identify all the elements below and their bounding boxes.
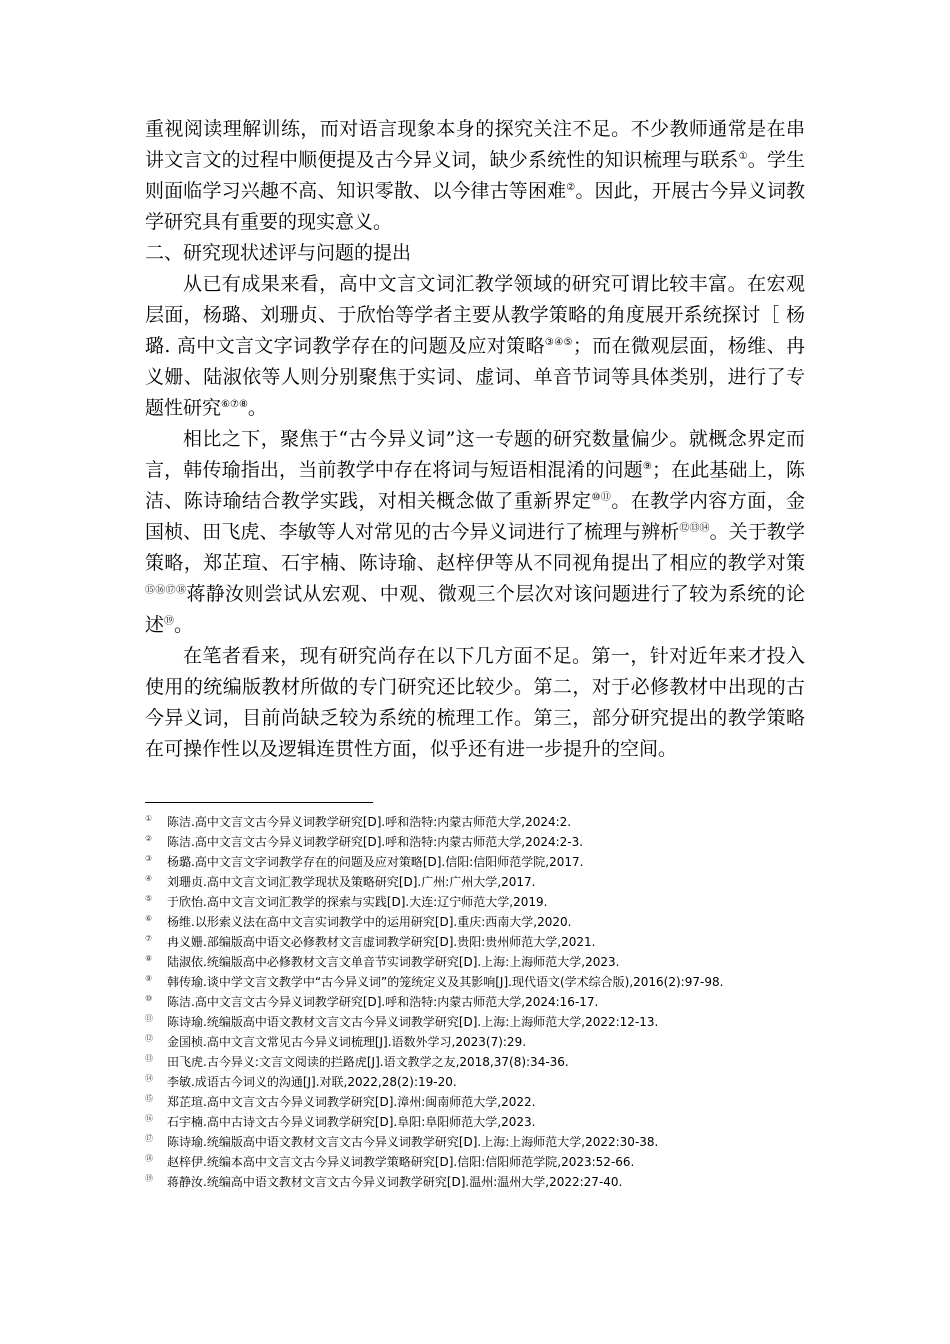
footnote-item: [145, 992, 805, 1012]
footnote-ref[interactable]: ②: [566, 182, 576, 193]
section-heading: 二、研究现状述评与问题的提出: [145, 242, 412, 264]
paragraph-text: 。: [174, 614, 194, 636]
paragraph-text: 。关于教学策略，郑芷瑄、石宇楠、陈诗瑜、赵梓伊等从不同视角提出了相应的教学对策: [145, 521, 805, 574]
paragraph-research-overview: [145, 269, 805, 424]
footnote-item: [145, 1052, 805, 1072]
footnote-mark: ⑰: [145, 1134, 153, 1143]
footnote-mark: ⑦: [145, 934, 153, 943]
paragraph-topic-studies: [145, 424, 805, 641]
footnote-ref[interactable]: ⑲: [164, 616, 175, 627]
footnote-item: [145, 1152, 805, 1172]
footnote-ref[interactable]: ⑥⑦⑧: [221, 399, 248, 410]
footnote-mark: ⑲: [145, 1174, 153, 1183]
footnote-mark: ⑨: [145, 974, 153, 983]
paragraph-text: 相比之下，聚焦于“古今异义词”这一专题的研究数量偏少。就概念界定而言，韩传瑜指出，当前教学中存在将词与短语相混淆的问题: [145, 428, 805, 481]
footnote-mark: ⑪: [145, 1014, 153, 1023]
footnote-text: 杨璐.高中文言文字词教学存在的问题及应对策略[D].信阳:信阳师范学院,2017.: [167, 855, 584, 869]
footnote-item: [145, 892, 805, 912]
footnote-mark: ③: [145, 854, 153, 863]
body-text: [145, 114, 805, 765]
footnote-ref[interactable]: ⑨: [642, 461, 652, 472]
footnote-item: [145, 832, 805, 852]
footnote-item: [145, 872, 805, 892]
footnote-text: 陈洁.高中文言文古今异义词教学研究[D].呼和浩特:内蒙古师范大学,2024:2-3.: [167, 835, 584, 849]
footnote-text: 赵梓伊.统编本高中文言文古今异义词教学策略研究[D].信阳:信阳师范学院,2023:52-66.: [167, 1155, 635, 1169]
footnote-item: [145, 972, 805, 992]
footnote-text: 陈诗瑜.统编版高中语文教材文言文古今异义词教学研究[D].上海:上海师范大学,2022:30-38.: [167, 1135, 659, 1149]
footnote-mark: ④: [145, 874, 153, 883]
footnote-text: 蒋静汝.统编高中语文教材文言文古今异义词教学研究[D].温州:温州大学,2022:27-40.: [167, 1175, 623, 1189]
footnote-item: [145, 1132, 805, 1152]
footnote-text: 石宇楠.高中古诗文古今异义词教学研究[D].阜阳:阜阳师范大学,2023.: [167, 1115, 536, 1129]
footnote-item: [145, 1012, 805, 1032]
paragraph-text: 从已有成果来看，高中文言文词汇教学领域的研究可谓比较丰富。在宏观层面，杨璐、刘珊贞、于欣怡等学者主要从教学策略的角度展开系统探讨［ 杨璐. 高中文言文字词教学存在的问题及应对策略: [145, 273, 805, 357]
paragraph-text: 重视阅读理解训练，而对语言现象本身的探究关注不足。不少教师通常是在串讲文言文的过程中顺便提及古今异义词，缺少系统性的知识梳理与联系: [145, 118, 805, 171]
footnote-ref[interactable]: ①: [738, 151, 748, 162]
footnote-text: 杨维.以形索义法在高中文言实词教学中的运用研究[D].重庆:西南大学,2020.: [167, 915, 572, 929]
paragraph-text: 。因此，开展古今异义词教学研究具有重要的现实意义。: [145, 180, 805, 233]
footnote-text: 刘珊贞.高中文言文词汇教学现状及策略研究[D].广州:广州大学,2017.: [167, 875, 536, 889]
footnote-mark: ⑥: [145, 914, 153, 923]
footnote-ref[interactable]: ⑫⑬⑭: [679, 523, 710, 534]
footnote-text: 陈洁.高中文言文古今异义词教学研究[D].呼和浩特:内蒙古师范大学,2024:2.: [167, 815, 572, 829]
footnote-text: 郑芷瑄.高中文言文古今异义词教学研究[D].漳州:闽南师范大学,2022.: [167, 1095, 536, 1109]
footnote-mark: ⑬: [145, 1054, 153, 1063]
footnote-item: [145, 1172, 805, 1192]
footnote-mark: ⑧: [145, 954, 153, 963]
paragraph-shortcomings: 在笔者看来，现有研究尚存在以下几方面不足。第一，针对近年来才投入使用的统编版教材所做的专门研究还比较少。第二，对于必修教材中出现的古今异义词，目前尚缺乏较为系统的梳理工作。第三，部分研究提出的教学策略在可操作性以及逻辑连贯性方面，似乎还有进一步提升的空间。: [145, 645, 805, 760]
footnote-text: 于欣怡.高中文言文词汇教学的探索与实践[D].大连:辽宁师范大学,2019.: [167, 895, 548, 909]
paragraph-text: 。: [247, 397, 267, 419]
footnote-text: 李敏.成语古今词义的沟通[J].对联,2022,28(2):19-20.: [167, 1075, 457, 1089]
footnote-item: [145, 932, 805, 952]
paragraph-text: 。在教学内容方面，金国桢、田飞虎、李敏等人对常见的古今异义词进行了梳理与辨析: [145, 490, 805, 543]
footnote-text: 金国桢.高中文言文常见古今异义词梳理[J].语数外学习,2023(7):29.: [167, 1035, 527, 1049]
footnote-mark: ⑤: [145, 894, 153, 903]
footnote-mark: ⑭: [145, 1074, 153, 1083]
paragraph-text: 蒋静汝则尝试从宏观、中观、微观三个层次对该问题进行了较为系统的论述: [145, 583, 805, 636]
footnote-text: 陈诗瑜.统编版高中语文教材文言文古今异义词教学研究[D].上海:上海师范大学,2022:12-13.: [167, 1015, 659, 1029]
footnote-item: [145, 952, 805, 972]
footnote-item: [145, 1032, 805, 1052]
paragraph-text: ；在此基础上，陈洁、陈诗瑜结合教学实践，对相关概念做了重新界定: [145, 459, 805, 512]
footnote-list: [145, 812, 805, 1192]
paragraph-continuation: [145, 114, 805, 238]
footnote-mark: ②: [145, 834, 153, 843]
footnote-item: [145, 912, 805, 932]
footnote-mark: ⑱: [145, 1154, 153, 1163]
footnote-mark: ⑫: [145, 1034, 153, 1043]
footnote-ref[interactable]: ⑮⑯⑰⑱: [145, 585, 187, 596]
footnote-text: 陈洁.高中文言文古今异义词教学研究[D].呼和浩特:内蒙古师范大学,2024:16-17.: [167, 995, 599, 1009]
footnote-ref[interactable]: ③④⑤: [544, 337, 573, 348]
footnote-item: [145, 1112, 805, 1132]
footnote-ref[interactable]: ⑩⑪: [591, 492, 612, 503]
footnote-divider: [145, 802, 373, 803]
footnote-mark: ⑮: [145, 1094, 153, 1103]
footnote-mark: ⑯: [145, 1114, 153, 1123]
paragraph-text: 。学生则面临学习兴趣不高、知识零散、以今律古等困难: [145, 149, 805, 202]
footnote-item: [145, 1092, 805, 1112]
footnote-item: [145, 812, 805, 832]
footnote-mark: ①: [145, 814, 153, 823]
paragraph-text: ；而在微观层面，杨维、冉义姗、陆淑依等人则分别聚焦于实词、虚词、单音节词等具体类别，进行了专题性研究: [145, 335, 805, 419]
footnote-mark: ⑩: [145, 994, 153, 1003]
footnote-text: 冉义姗.部编版高中语文必修教材文言虚词教学研究[D].贵阳:贵州师范大学,2021.: [167, 935, 596, 949]
footnote-text: 田飞虎.古今异义:文言文阅读的拦路虎[J].语文教学之友,2018,37(8):34-36.: [167, 1055, 569, 1069]
footnote-text: 陆淑依.统编版高中必修教材文言文单音节实词教学研究[D].上海:上海师范大学,2023.: [167, 955, 620, 969]
footnote-item: [145, 852, 805, 872]
footnote-text: 韩传瑜.谈中学文言文教学中“古今异义词”的笼统定义及其影响[J].现代语文(学术综合版),2016(2):97-98.: [167, 975, 724, 989]
footnote-item: [145, 1072, 805, 1092]
